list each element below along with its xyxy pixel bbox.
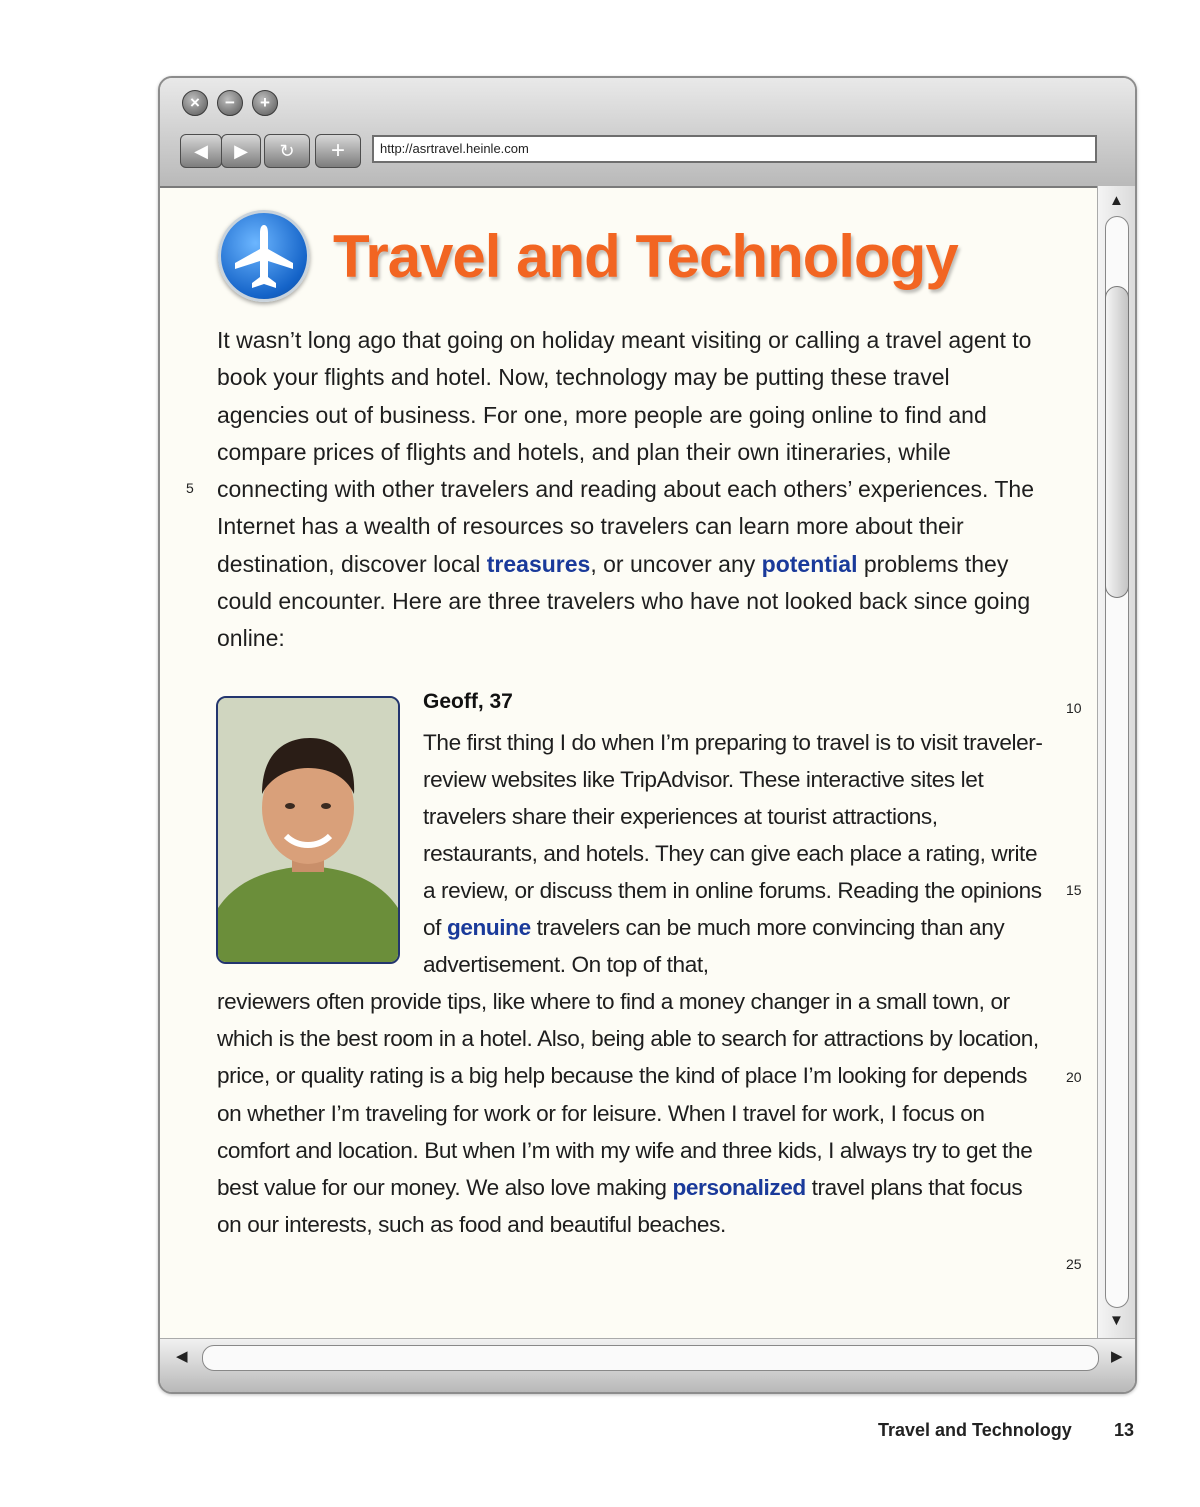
vertical-scroll-thumb[interactable]	[1105, 286, 1129, 598]
maximize-window-button[interactable]: +	[252, 90, 278, 116]
reload-button[interactable]: ↻	[264, 134, 310, 168]
scroll-down-arrow-icon[interactable]: ▼	[1109, 1312, 1124, 1329]
profile-text-3: reviewers often provide tips, like where to find a money changer in a small town, or which is the best room in a hotel. Also, being able to search for attractions by location, price, or quality rating is a big help because the kind of place I’m looking for depends on whether I’m traveling for work or for leisure. When I travel for work, I focus on comfort and location. But when I’m with my wife and three kids, I always try to get the best value for our money. We also love making	[217, 989, 1039, 1201]
back-button[interactable]: ◀	[180, 134, 222, 168]
address-bar[interactable]: http://asrtravel.heinle.com	[372, 135, 1097, 163]
keyword-treasures: treasures	[486, 550, 591, 577]
new-tab-button[interactable]: +	[315, 134, 361, 168]
line-number-25: 25	[1066, 1256, 1082, 1272]
horizontal-scrollbar[interactable]	[160, 1338, 1135, 1393]
profile-name: Geoff, 37	[423, 690, 513, 713]
scroll-left-arrow-icon[interactable]: ◀	[176, 1348, 188, 1365]
line-number-10: 10	[1066, 700, 1082, 716]
intro-paragraph	[217, 322, 1047, 658]
forward-button[interactable]: ▶	[221, 134, 261, 168]
intro-text-3: problems they could encounter. Here are three travelers who have not looked back since going online:	[217, 550, 1031, 652]
scroll-up-arrow-icon[interactable]: ▲	[1109, 192, 1124, 209]
keyword-genuine: genuine	[446, 915, 531, 940]
profile-text-2: travelers can be much more convincing than any advertisement. On top of that,	[423, 915, 1005, 977]
line-number-20: 20	[1066, 1069, 1082, 1085]
profile-photo	[216, 696, 400, 964]
airplane-glyph	[221, 213, 307, 299]
profile-paragraph-continued	[217, 983, 1047, 1243]
page-number: 13	[1114, 1420, 1135, 1440]
intro-text-2: , or uncover any	[590, 550, 756, 577]
browser-toolbar	[160, 78, 1135, 188]
scroll-right-arrow-icon[interactable]: ▶	[1111, 1348, 1123, 1365]
horizontal-scroll-track[interactable]	[202, 1345, 1099, 1371]
vertical-scrollbar[interactable]	[1097, 186, 1136, 1338]
keyword-personalized: personalized	[672, 1175, 806, 1201]
intro-text-1: It wasn’t long ago that going on holiday meant visiting or calling a travel agent to book your flights and hotel. Now, technology may be putting these travel agencies out of business. For one, more people are going online to find and compare prices of flights and hotels, and plan their own itineraries, while connecting with other travelers and reading about each others’ experiences. The Internet has a wealth of resources so travelers can learn more about their destination, discover local	[217, 327, 1035, 577]
portrait-illustration	[218, 698, 398, 962]
minimize-window-button[interactable]: −	[217, 90, 243, 116]
browser-window	[158, 76, 1137, 1394]
line-number-15: 15	[1066, 882, 1082, 898]
line-number-5: 5	[186, 480, 194, 496]
profile-text-4: travel plans that focus on our interests, such as food and beautiful beaches.	[217, 1175, 1023, 1238]
page-content	[160, 186, 1097, 1338]
airplane-icon	[218, 210, 310, 302]
close-window-button[interactable]: ×	[182, 90, 208, 116]
page-title: Travel and Technology	[333, 223, 958, 290]
profile-paragraph	[423, 724, 1047, 983]
profile-text-1: The first thing I do when I’m preparing to travel is to visit traveler-review websites like TripAdvisor. These interactive sites let travelers share their experiences at tourist attractions, restaurants, and hotels. They can give each place a rating, write a review, or discuss them in online forums. Reading the opinions of	[423, 730, 1043, 940]
footer-title: Travel and Technology	[878, 1420, 1072, 1440]
keyword-potential: potential	[761, 550, 858, 577]
